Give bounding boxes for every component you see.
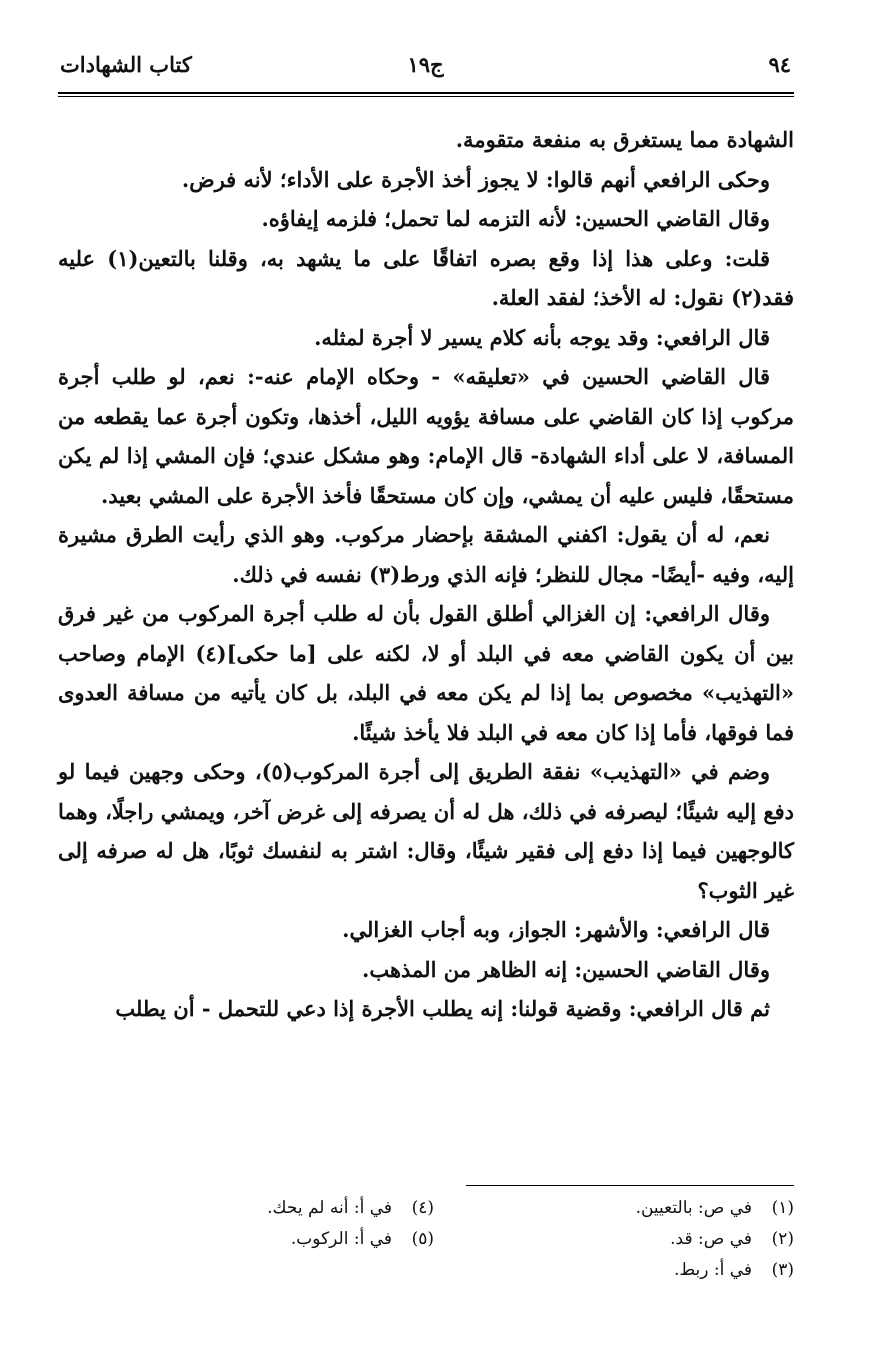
header-rule-thin: [58, 96, 794, 97]
paragraph: وقال القاضي الحسين: لأنه التزمه لما تحمل؛ فلزمه إيفاؤه.: [261, 206, 770, 231]
footnote-number: (١): [771, 1198, 794, 1218]
footnote: [494, 1193, 794, 1224]
footnote-text: في أ: الركوب.: [290, 1229, 392, 1249]
footnote-text: في أ: أنه لم يحك.: [267, 1198, 392, 1218]
footnote: [494, 1224, 794, 1255]
footnote-number: (٤): [411, 1198, 434, 1218]
footnote: [134, 1224, 434, 1255]
footnote-text: في ص: بالتعيين.: [635, 1198, 752, 1218]
paragraph: قلت: وعلى هذا إذا وقع بصره اتفاقًا على ما يشهد به، وقلنا بالتعين(١) عليه فقد(٢) نقول: له الأخذ؛ لفقد العلة.: [58, 245, 794, 310]
paragraph: وقال الرافعي: إن الغزالي أطلق القول بأن له طلب أجرة المركوب من غير فرق بين أن يكون القاضي معه في البلد أو لا، لكنه على [ما حكى](٤) الإمام وصاحب «التهذيب» مخصوص بما إذا لم يكن معه في البلد، بل كان يأتيه من مسافة العدوى فما فوقها، فأما إذا كان معه في البلد فلا يأخذ شيئًا.: [58, 601, 795, 745]
main-text: [58, 120, 794, 1029]
paragraph: الشهادة مما يستغرق به منفعة متقومة.: [455, 127, 794, 152]
footnote-number: (٣): [771, 1260, 794, 1280]
volume-number: ج١٩: [407, 52, 444, 77]
paragraph: ثم قال الرافعي: وقضية قولنا: إنه يطلب الأجرة إذا دعي للتحمل - أن يطلب: [115, 996, 770, 1021]
footnote-text: في ص: قد.: [670, 1229, 752, 1249]
running-header: [60, 52, 791, 86]
paragraph: وحكى الرافعي أنهم قالوا: لا يجوز أخذ الأجرة على الأداء؛ لأنه فرض.: [181, 166, 770, 192]
footnote: [134, 1193, 434, 1224]
paragraph: وضم في «التهذيب» نفقة الطريق إلى أجرة المركوب(٥)، وحكى وجهين فيما لو دفع إليه شيئًا؛ ليصرفه في ذلك، هل له أن يصرفه إلى غرض آخر، ويمشي راجلًا، وهما كالوجهين فيما إذا دفع إلى فقير شيئًا، وقال: اشتر به لنفسك ثوبًا، هل له صرفه إلى غير الثوب؟: [58, 759, 794, 903]
header-rule: [58, 92, 794, 94]
chapter-title: كتاب الشهادات: [60, 52, 192, 77]
footnote: [494, 1255, 794, 1286]
paragraph: قال الرافعي: والأشهر: الجواز، وبه أجاب الغزالي.: [342, 917, 770, 942]
footnote-number: (٥): [411, 1229, 434, 1249]
footnote-separator: [466, 1185, 794, 1186]
paragraph: وقال القاضي الحسين: إنه الظاهر من المذهب.: [362, 956, 770, 982]
paragraph: نعم، له أن يقول: اكفني المشقة بإحضار مركوب. وهو الذي رأيت الطرق مشيرة إليه، وفيه -أيضًا- مجال للنظر؛ فإنه الذي ورط(٣) نفسه في ذلك.: [58, 522, 794, 587]
paragraph: قال القاضي الحسين في «تعليقه» - وحكاه الإمام عنه-: نعم، لو طلب أجرة مركوب إذا كان القاضي على مسافة يؤويه الليل، أخذها، وتكون أجرة عما يقطعه من المسافة، لا على أداء الشهادة- قال الإمام: وهو مشكل عندي؛ فإن المشي إذا لم يكن مستحقًا، فليس عليه أن يمشي، وإن كان مستحقًا فأخذ الأجرة على المشي بعيد.: [58, 364, 794, 508]
footnotes-column-left: [134, 1193, 434, 1255]
footnote-text: في أ: ربط.: [673, 1260, 752, 1280]
footnote-number: (٢): [771, 1229, 794, 1249]
paragraph: قال الرافعي: وقد يوجه بأنه كلام يسير لا أجرة لمثله.: [314, 324, 770, 350]
page-number: ٩٤: [768, 52, 791, 77]
footnotes-column-right: [494, 1193, 794, 1286]
